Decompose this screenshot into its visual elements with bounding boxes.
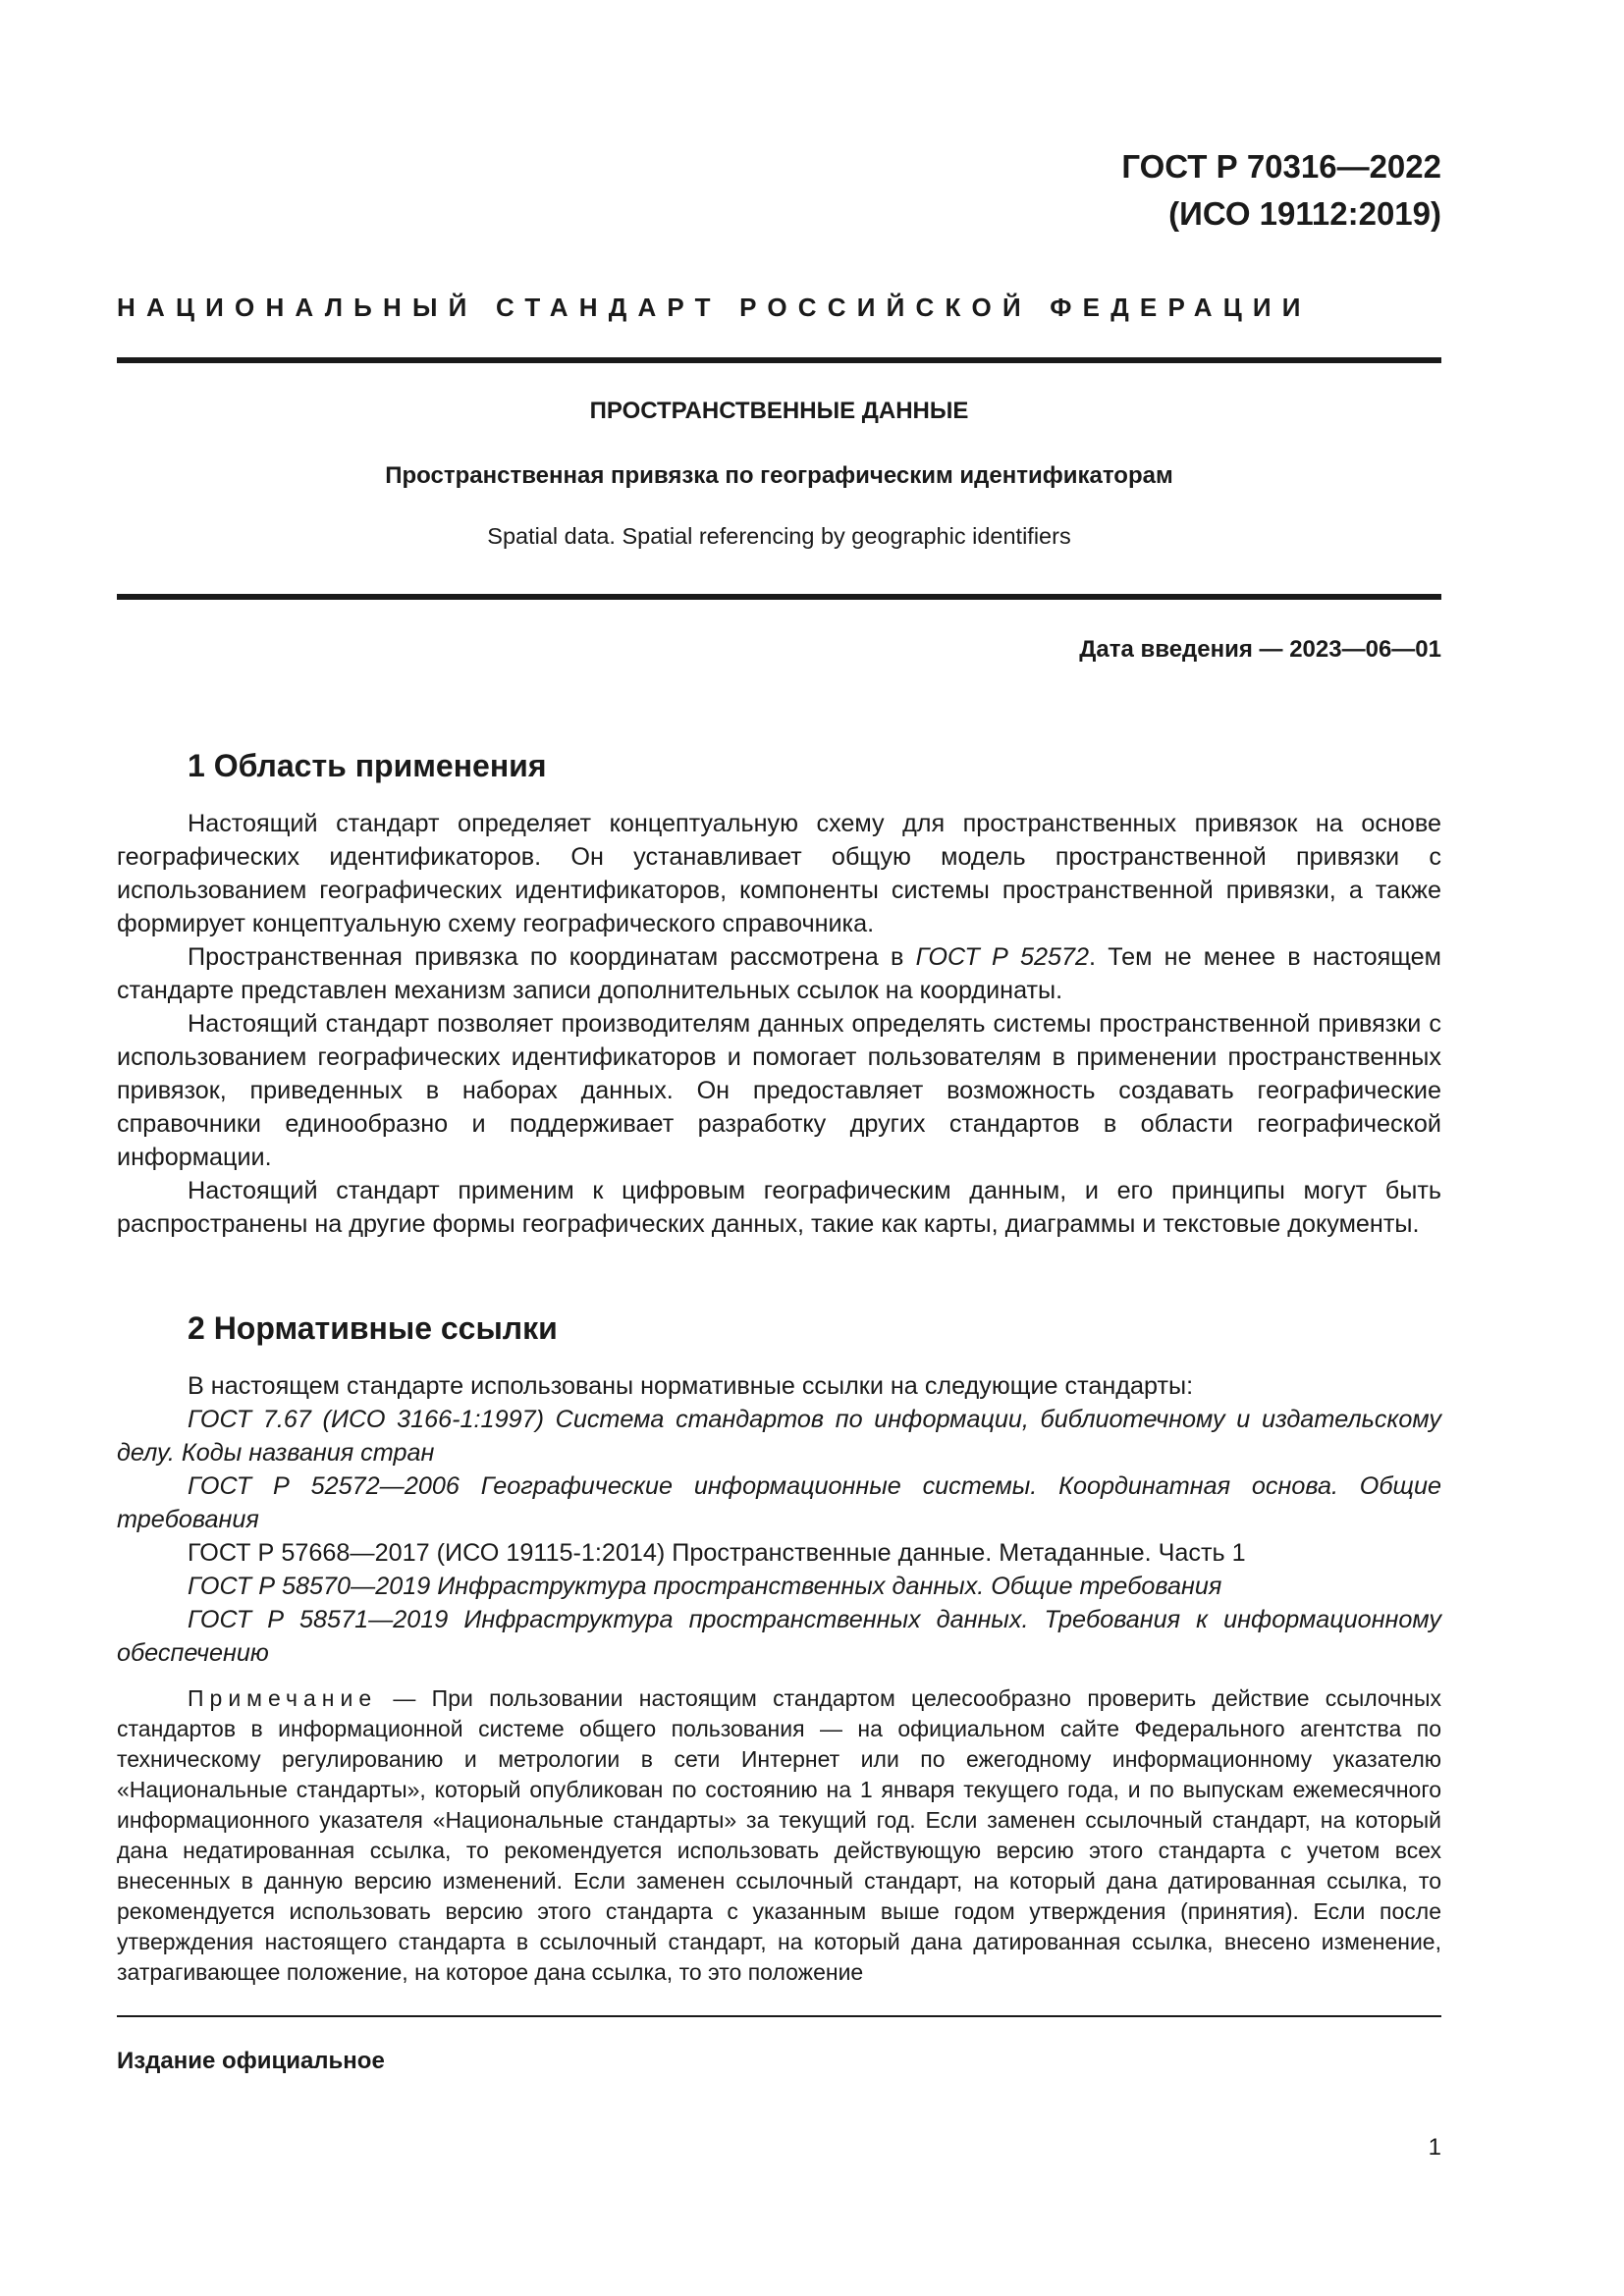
reference-item [117, 1469, 1441, 1536]
section-1-heading: 1 Область применения [188, 748, 547, 783]
reference-item [117, 1570, 1441, 1603]
paragraph: Настоящий стандарт определяет концептуальную схему для пространственных привязок на основе географических идентификаторов. Он устанавливает общую модель пространственной привязки с использованием географических идентификаторов, компоненты системы пространственной привязки, а также формирует концептуальную схему географического справочника. [117, 810, 1441, 937]
paragraph: Настоящий стандарт применим к цифровым географическим данным, и его принципы могут быть распространены на другие формы географических данных, такие как карты, диаграммы и текстовые документы. [117, 1177, 1441, 1238]
english-title: Spatial data. Spatial referencing by geographic identifiers [487, 523, 1071, 549]
reference-text: ГОСТ Р 52572—2006 Географические информационные системы. Координатная основа. Общие требования [117, 1472, 1441, 1533]
official-edition: Издание официальное [117, 2048, 385, 2074]
footer-divider [117, 2015, 1441, 2017]
reference-item: ГОСТ Р 57668—2017 (ИСО 19115-1:2014) Пространственные данные. Метаданные. Часть 1 [188, 1539, 1246, 1567]
reference-text: ГОСТ Р 58570—2019 Инфраструктура пространственных данных. Общие требования [188, 1573, 1222, 1600]
paragraph [117, 940, 1441, 1007]
reference-item [117, 1403, 1441, 1469]
effective-date: Дата введения — 2023—06—01 [1079, 636, 1441, 663]
reference-item [117, 1603, 1441, 1670]
document-title: ПРОСТРАНСТВЕННЫЕ ДАННЫЕ [589, 398, 969, 424]
thick-divider [117, 357, 1441, 363]
thick-divider [117, 594, 1441, 600]
section-2-body [117, 1369, 1441, 1670]
note [117, 1683, 1441, 1988]
iso-code: (ИСО 19112:2019) [1168, 195, 1441, 232]
note-paragraph [117, 1683, 1441, 1988]
paragraph: В настоящем стандарте использованы нормативные ссылки на следующие стандарты: [188, 1372, 1194, 1400]
document-subtitle: Пространственная привязка по географическим идентификаторам [385, 462, 1173, 489]
section-1-body [117, 807, 1441, 1241]
section-2-heading: 2 Нормативные ссылки [188, 1310, 558, 1346]
reference-link: ГОСТ Р 52572 [915, 943, 1089, 971]
text: . Тем не менее в настоящем стандарте представлен механизм записи дополнительных ссылок на координаты. [117, 943, 1441, 1004]
reference-text: ГОСТ 7.67 (ИСО 3166-1:1997) Система стандартов по информации, библиотечному и издательскому делу. Коды названия стран [117, 1406, 1441, 1467]
reference-text: ГОСТ Р 58571—2019 Инфраструктура пространственных данных. Требования к информационному обеспечению [117, 1606, 1441, 1667]
page-number: 1 [1428, 2134, 1441, 2161]
paragraph: Настоящий стандарт позволяет производителям данных определять системы пространственной привязки с использованием географических идентификаторов и помогает пользователям в применении пространственных привязок, приведенных в наборах данных. Он предоставляет возможность создавать географические справочники единообразно и поддерживает разработку других стандартов в области географической информации. [117, 1010, 1441, 1171]
note-label: Примечание [188, 1685, 378, 1711]
document-code [1121, 143, 1441, 238]
note-text: — При пользовании настоящим стандартом целесообразно проверить действие ссылочных стандартов в информационной системе общего пользования — на официальном сайте Федерального агентства по техническому регулированию и метрологии в сети Интернет или по ежегодному информационному указателю «Национальные стандарты», который опубликован по состоянию на 1 января текущего года, и по выпускам ежемесячного информационного указателя «Национальные стандарты» за текущий год. Если заменен ссылочный стандарт, на который дана недатированная ссылка, то рекомендуется использовать действующую версию этого стандарта с учетом всех внесенных в данную версию изменений. Если заменен ссылочный стандарт, на который дана датированная ссылка, то рекомендуется использовать версию этого стандарта с указанным выше годом утверждения (принятия). Если после утверждения настоящего стандарта в ссылочный стандарт, на который дана датированная ссылка, внесено изменение, затрагивающее положение, на которое дана ссылка, то это положение [117, 1685, 1441, 1985]
text: Пространственная привязка по координатам рассмотрена в [188, 943, 916, 971]
gost-code: ГОСТ Р 70316—2022 [1121, 148, 1441, 185]
national-standard-banner: НАЦИОНАЛЬНЫЙ СТАНДАРТ РОССИЙСКОЙ ФЕДЕРАЦИИ [117, 293, 1312, 322]
